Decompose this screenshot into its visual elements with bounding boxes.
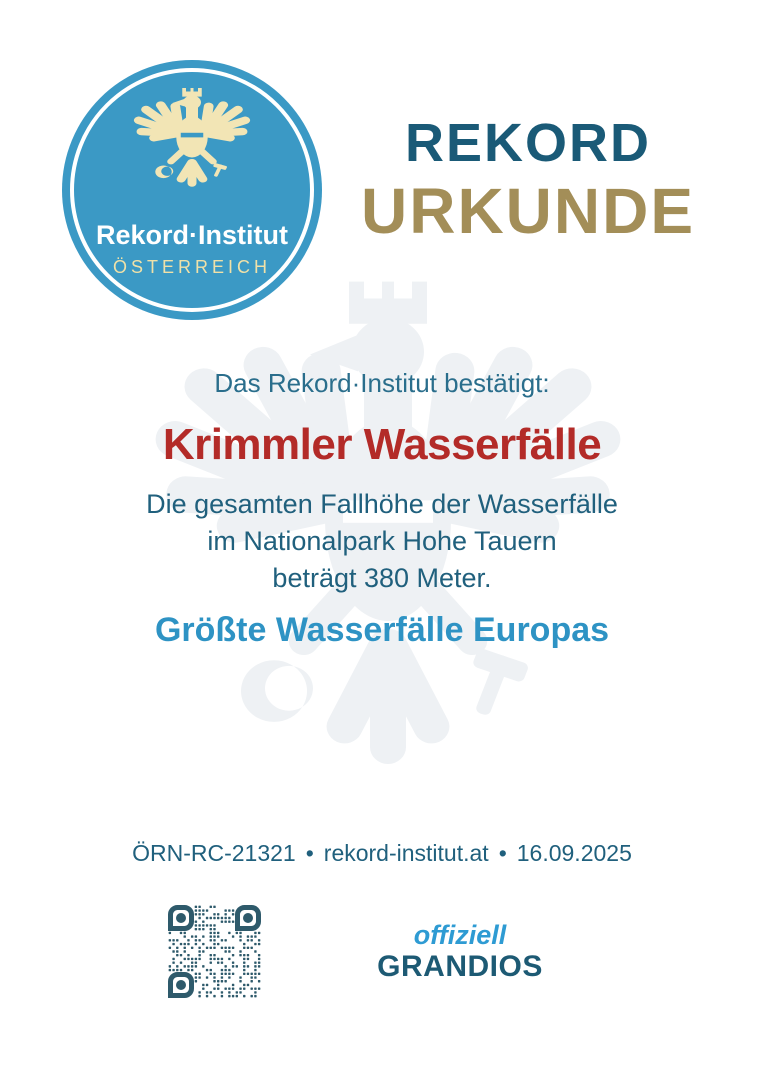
- badge-institute-name: Rekord·Institut: [96, 220, 288, 250]
- record-description-line: beträgt 380 Meter.: [272, 563, 492, 593]
- confirmation-intro-text: Das Rekord·Institut bestätigt:: [214, 368, 550, 398]
- website-text: rekord-institut.at: [323, 840, 489, 866]
- record-description-line: Die gesamten Fallhöhe der Wasserfälle: [146, 489, 618, 519]
- title-line-urkunde: URKUNDE: [361, 175, 695, 247]
- certificate-id: ÖRN-RC-21321: [132, 840, 296, 866]
- bullet-separator: •: [498, 840, 507, 866]
- official-word-text: GRANDIOS: [377, 950, 543, 983]
- certificate-title: [348, 113, 708, 247]
- record-description: [0, 486, 764, 597]
- title-line-rekord: REKORD: [404, 113, 651, 173]
- record-title: Größte Wasserfälle Europas: [154, 611, 610, 649]
- record-holder-name: Krimmler Wasserfälle: [162, 420, 602, 469]
- certificate-date: 16.09.2025: [516, 840, 632, 866]
- austrian-eagle-icon: [117, 84, 267, 216]
- institute-badge: [62, 60, 322, 320]
- certificate-meta-line: [0, 839, 764, 867]
- record-description-line: im Nationalpark Hohe Tauern: [207, 526, 557, 556]
- official-mark: [330, 920, 590, 983]
- qr-code: [168, 905, 261, 998]
- bullet-separator: •: [305, 840, 314, 866]
- badge-country-name: ÖSTERREICH: [112, 257, 271, 277]
- official-script-text: offiziell: [413, 920, 507, 950]
